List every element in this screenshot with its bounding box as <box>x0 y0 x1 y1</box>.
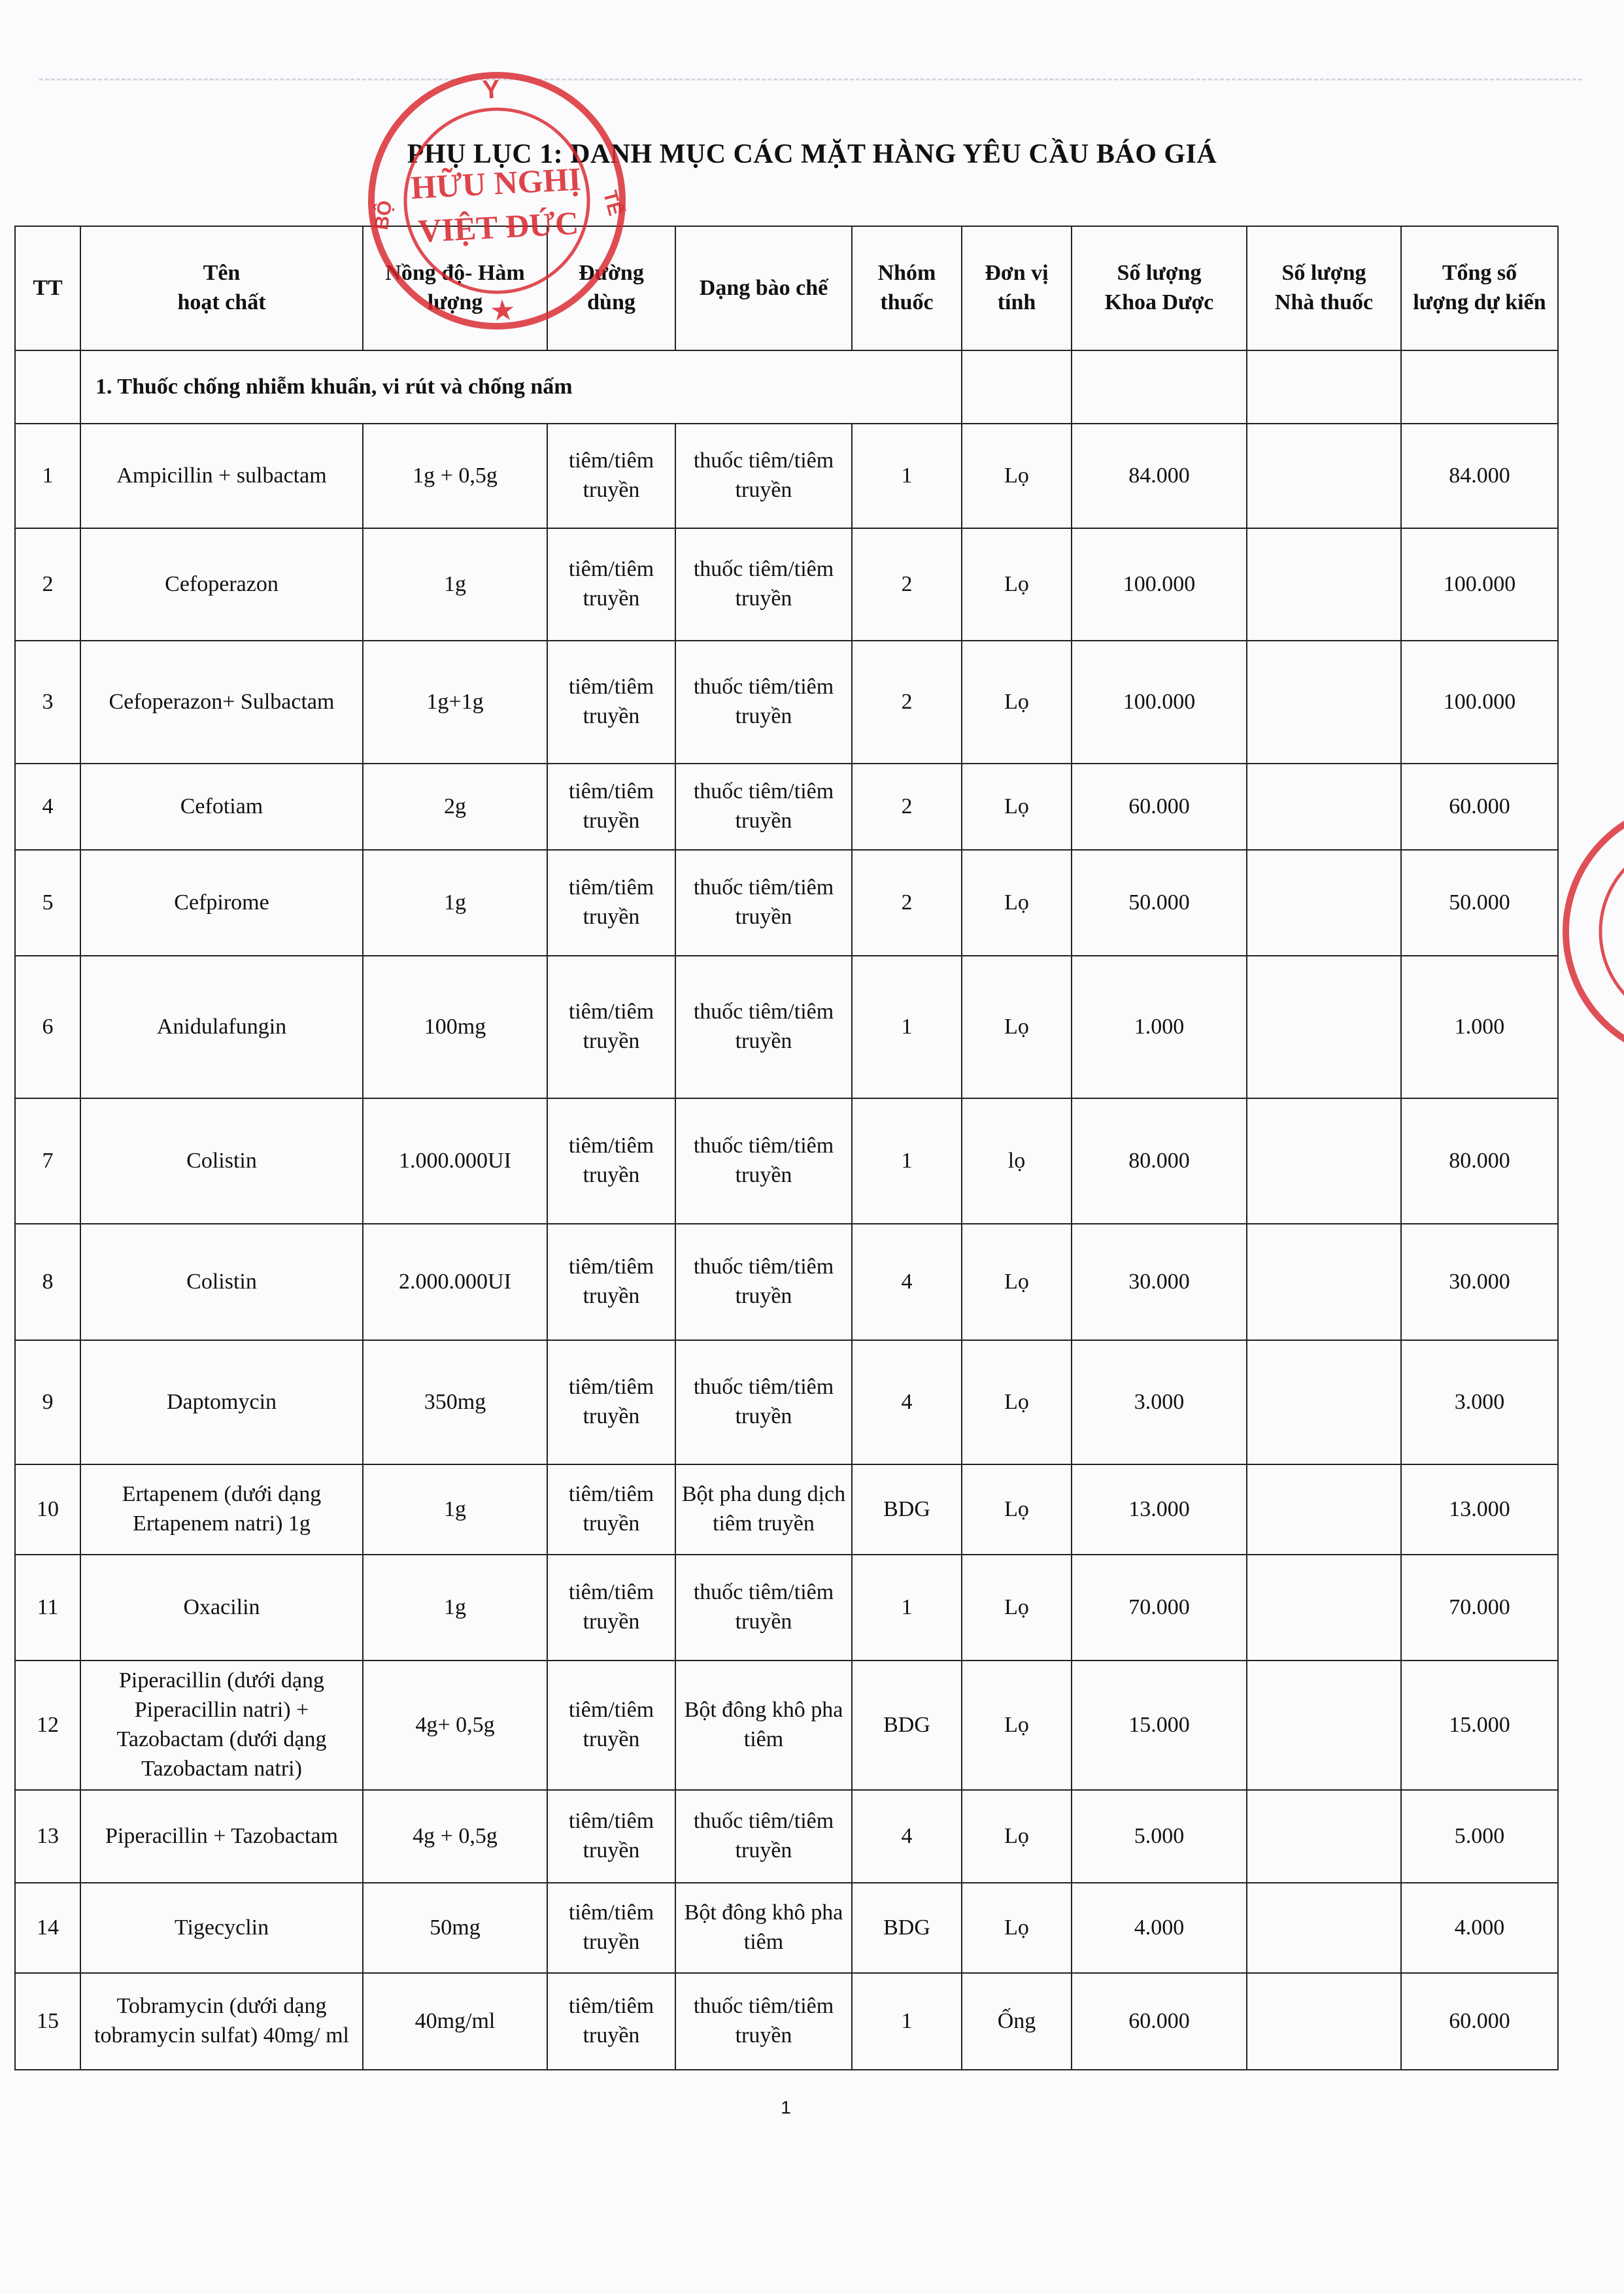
cell-tt: 1 <box>15 424 80 528</box>
cell-route: tiêm/tiêm truyền <box>547 528 675 641</box>
stamp-line2: VIỆT ĐỨC <box>416 204 580 250</box>
cell-tt: 4 <box>15 764 80 850</box>
cell-active-ingredient: Tobramycin (dưới dạng tobramycin sulfat) 40mg/ ml <box>80 1973 363 2070</box>
table-row <box>15 1340 1558 1464</box>
page-number: 1 <box>781 2097 791 2117</box>
cell-drug-group: 1 <box>852 1555 962 1661</box>
cell-tt: 9 <box>15 1340 80 1464</box>
cell-route: tiêm/tiêm truyền <box>547 1790 675 1883</box>
cell-tt: 7 <box>15 1098 80 1224</box>
cell-qty-pharmacy-dept: 1.000 <box>1072 956 1247 1098</box>
cell-qty-pharmacy-dept: 100.000 <box>1072 528 1247 641</box>
cell-dosage-form: thuốc tiêm/tiêm truyền <box>675 850 852 956</box>
cell-concentration: 50mg <box>363 1883 547 1973</box>
cell-drug-group: BDG <box>852 1464 962 1555</box>
cell-unit: Lọ <box>962 1555 1072 1661</box>
cell-concentration: 350mg <box>363 1340 547 1464</box>
header-route: Đường dùng <box>547 226 675 350</box>
table-row <box>15 1464 1558 1555</box>
cell-unit: Lọ <box>962 641 1072 764</box>
cell-total-qty: 100.000 <box>1401 528 1558 641</box>
cell-qty-drugstore <box>1247 528 1401 641</box>
cell-total-qty: 15.000 <box>1401 1661 1558 1790</box>
cell-qty-drugstore <box>1247 1464 1401 1555</box>
cell-active-ingredient: Cefoperazon+ Sulbactam <box>80 641 363 764</box>
cell-qty-drugstore <box>1247 641 1401 764</box>
cell-drug-group: 4 <box>852 1340 962 1464</box>
cell-route: tiêm/tiêm truyền <box>547 764 675 850</box>
section-cell <box>1072 350 1247 424</box>
cell-drug-group: 1 <box>852 1973 962 2070</box>
cell-drug-group: 1 <box>852 956 962 1098</box>
cell-qty-pharmacy-dept: 100.000 <box>1072 641 1247 764</box>
table-row <box>15 764 1558 850</box>
header-qty-pharmacy-dept: Số lượng Khoa Dược <box>1072 226 1247 350</box>
section-title: 1. Thuốc chống nhiễm khuẩn, vi rút và chống nấm <box>80 350 962 424</box>
table-row <box>15 1883 1558 1973</box>
cell-total-qty: 100.000 <box>1401 641 1558 764</box>
cell-unit: Lọ <box>962 1790 1072 1883</box>
cell-unit: Ống <box>962 1973 1072 2070</box>
cell-qty-pharmacy-dept: 30.000 <box>1072 1224 1247 1340</box>
header-drug-group: Nhóm thuốc <box>852 226 962 350</box>
cell-active-ingredient: Daptomycin <box>80 1340 363 1464</box>
cell-route: tiêm/tiêm truyền <box>547 1973 675 2070</box>
cell-qty-drugstore <box>1247 1555 1401 1661</box>
stamp-left-text: BỘ <box>370 199 397 231</box>
cell-unit: Lọ <box>962 850 1072 956</box>
cell-concentration: 1g <box>363 1555 547 1661</box>
cell-qty-drugstore <box>1247 1883 1401 1973</box>
cell-active-ingredient: Cefoperazon <box>80 528 363 641</box>
cell-qty-drugstore <box>1247 956 1401 1098</box>
cell-unit: Lọ <box>962 956 1072 1098</box>
cell-dosage-form: thuốc tiêm/tiêm truyền <box>675 956 852 1098</box>
cell-drug-group: 2 <box>852 641 962 764</box>
header-unit: Đơn vị tính <box>962 226 1072 350</box>
cell-qty-pharmacy-dept: 60.000 <box>1072 1973 1247 2070</box>
cell-tt: 6 <box>15 956 80 1098</box>
table-row <box>15 424 1558 528</box>
cell-route: tiêm/tiêm truyền <box>547 1661 675 1790</box>
cell-qty-drugstore <box>1247 1661 1401 1790</box>
cell-dosage-form: Bột đông khô pha tiêm <box>675 1883 852 1973</box>
cell-unit: Lọ <box>962 1224 1072 1340</box>
header-total-qty: Tổng số lượng dự kiến <box>1401 226 1558 350</box>
section-row <box>15 350 1558 424</box>
cell-route: tiêm/tiêm truyền <box>547 956 675 1098</box>
table-row <box>15 1973 1558 2070</box>
cell-drug-group: BDG <box>852 1883 962 1973</box>
cell-qty-pharmacy-dept: 70.000 <box>1072 1555 1247 1661</box>
cell-qty-pharmacy-dept: 15.000 <box>1072 1661 1247 1790</box>
cell-dosage-form: thuốc tiêm/tiêm truyền <box>675 1555 852 1661</box>
cell-tt: 3 <box>15 641 80 764</box>
header-row <box>15 226 1558 350</box>
table-row <box>15 850 1558 956</box>
cell-drug-group: BDG <box>852 1661 962 1790</box>
header-qty-drugstore: Số lượng Nhà thuốc <box>1247 226 1401 350</box>
cell-route: tiêm/tiêm truyền <box>547 850 675 956</box>
header-concentration: Nồng độ- Hàm lượng <box>363 226 547 350</box>
table-row <box>15 1098 1558 1224</box>
cell-qty-drugstore <box>1247 1098 1401 1224</box>
cell-tt: 13 <box>15 1790 80 1883</box>
cell-concentration: 1g <box>363 1464 547 1555</box>
cell-total-qty: 50.000 <box>1401 850 1558 956</box>
cell-total-qty: 1.000 <box>1401 956 1558 1098</box>
cell-tt: 10 <box>15 1464 80 1555</box>
cell-qty-pharmacy-dept: 50.000 <box>1072 850 1247 956</box>
cell-active-ingredient: Cefpirome <box>80 850 363 956</box>
cell-concentration: 100mg <box>363 956 547 1098</box>
quote-request-table <box>14 226 1559 2070</box>
cell-route: tiêm/tiêm truyền <box>547 1098 675 1224</box>
cell-total-qty: 4.000 <box>1401 1883 1558 1973</box>
cell-concentration: 40mg/ml <box>363 1973 547 2070</box>
cell-drug-group: 2 <box>852 528 962 641</box>
table-row <box>15 1661 1558 1790</box>
cell-dosage-form: thuốc tiêm/tiêm truyền <box>675 1098 852 1224</box>
cell-total-qty: 5.000 <box>1401 1790 1558 1883</box>
cell-route: tiêm/tiêm truyền <box>547 1555 675 1661</box>
cell-concentration: 1.000.000UI <box>363 1098 547 1224</box>
cell-total-qty: 30.000 <box>1401 1224 1558 1340</box>
section-cell <box>1401 350 1558 424</box>
cell-route: tiêm/tiêm truyền <box>547 1224 675 1340</box>
cell-dosage-form: Bột đông khô pha tiêm <box>675 1661 852 1790</box>
cell-unit: Lọ <box>962 1340 1072 1464</box>
cell-concentration: 2.000.000UI <box>363 1224 547 1340</box>
cell-tt: 8 <box>15 1224 80 1340</box>
table-row <box>15 956 1558 1098</box>
partial-seal-stamp <box>1556 794 1624 1069</box>
cell-dosage-form: thuốc tiêm/tiêm truyền <box>675 1790 852 1883</box>
cell-drug-group: 2 <box>852 850 962 956</box>
cell-qty-drugstore <box>1247 850 1401 956</box>
header-dosage-form: Dạng bào chế <box>675 226 852 350</box>
cell-drug-group: 4 <box>852 1224 962 1340</box>
cell-qty-drugstore <box>1247 1790 1401 1883</box>
cell-qty-drugstore <box>1247 764 1401 850</box>
scan-edge-line <box>39 78 1582 82</box>
cell-route: tiêm/tiêm truyền <box>547 1464 675 1555</box>
cell-drug-group: 1 <box>852 1098 962 1224</box>
cell-drug-group: 4 <box>852 1790 962 1883</box>
cell-total-qty: 3.000 <box>1401 1340 1558 1464</box>
cell-tt: 5 <box>15 850 80 956</box>
cell-unit: Lọ <box>962 1661 1072 1790</box>
cell-qty-pharmacy-dept: 13.000 <box>1072 1464 1247 1555</box>
cell-concentration: 4g + 0,5g <box>363 1790 547 1883</box>
cell-tt: 15 <box>15 1973 80 2070</box>
header-tt: TT <box>15 226 80 350</box>
cell-qty-drugstore <box>1247 1973 1401 2070</box>
cell-tt: 2 <box>15 528 80 641</box>
cell-unit: Lọ <box>962 764 1072 850</box>
cell-unit: lọ <box>962 1098 1072 1224</box>
cell-dosage-form: thuốc tiêm/tiêm truyền <box>675 424 852 528</box>
cell-qty-drugstore <box>1247 424 1401 528</box>
cell-qty-pharmacy-dept: 4.000 <box>1072 1883 1247 1973</box>
cell-total-qty: 13.000 <box>1401 1464 1558 1555</box>
cell-concentration: 1g+1g <box>363 641 547 764</box>
cell-route: tiêm/tiêm truyền <box>547 1883 675 1973</box>
star-icon: ★ <box>488 294 516 328</box>
cell-dosage-form: thuốc tiêm/tiêm truyền <box>675 528 852 641</box>
cell-qty-pharmacy-dept: 5.000 <box>1072 1790 1247 1883</box>
section-cell <box>962 350 1072 424</box>
cell-drug-group: 2 <box>852 764 962 850</box>
header-active-ingredient: Tên hoạt chất <box>80 226 363 350</box>
cell-active-ingredient: Piperacillin + Tazobactam <box>80 1790 363 1883</box>
table-row <box>15 641 1558 764</box>
cell-concentration: 1g + 0,5g <box>363 424 547 528</box>
cell-total-qty: 60.000 <box>1401 764 1558 850</box>
cell-unit: Lọ <box>962 1464 1072 1555</box>
cell-route: tiêm/tiêm truyền <box>547 424 675 528</box>
section-cell <box>1247 350 1401 424</box>
cell-concentration: 4g+ 0,5g <box>363 1661 547 1790</box>
cell-route: tiêm/tiêm truyền <box>547 641 675 764</box>
cell-qty-pharmacy-dept: 3.000 <box>1072 1340 1247 1464</box>
cell-active-ingredient: Oxacilin <box>80 1555 363 1661</box>
stamp-line1: HỮU NGHỊ <box>409 160 583 206</box>
cell-total-qty: 80.000 <box>1401 1098 1558 1224</box>
cell-unit: Lọ <box>962 528 1072 641</box>
cell-active-ingredient: Tigecyclin <box>80 1883 363 1973</box>
cell-drug-group: 1 <box>852 424 962 528</box>
table-row <box>15 1555 1558 1661</box>
table-row <box>15 1790 1558 1883</box>
cell-dosage-form: thuốc tiêm/tiêm truyền <box>675 1340 852 1464</box>
page-title: PHỤ LỤC 1: DANH MỤC CÁC MẶT HÀNG YÊU CẦU BÁO GIÁ <box>407 139 1217 169</box>
cell-dosage-form: thuốc tiêm/tiêm truyền <box>675 641 852 764</box>
cell-active-ingredient: Colistin <box>80 1224 363 1340</box>
cell-total-qty: 60.000 <box>1401 1973 1558 2070</box>
cell-active-ingredient: Ertapenem (dưới dạng Ertapenem natri) 1g <box>80 1464 363 1555</box>
cell-route: tiêm/tiêm truyền <box>547 1340 675 1464</box>
cell-active-ingredient: Ampicillin + sulbactam <box>80 424 363 528</box>
cell-dosage-form: Bột pha dung dịch tiêm truyền <box>675 1464 852 1555</box>
section-tt <box>15 350 80 424</box>
cell-tt: 12 <box>15 1661 80 1790</box>
cell-unit: Lọ <box>962 424 1072 528</box>
cell-concentration: 2g <box>363 764 547 850</box>
cell-dosage-form: thuốc tiêm/tiêm truyền <box>675 764 852 850</box>
stamp-top-text: Y <box>481 75 501 105</box>
cell-dosage-form: thuốc tiêm/tiêm truyền <box>675 1224 852 1340</box>
cell-unit: Lọ <box>962 1883 1072 1973</box>
cell-total-qty: 84.000 <box>1401 424 1558 528</box>
cell-active-ingredient: Piperacillin (dưới dạng Piperacillin natri) + Tazobactam (dưới dạng Tazobactam natri) <box>80 1661 363 1790</box>
cell-qty-drugstore <box>1247 1224 1401 1340</box>
cell-total-qty: 70.000 <box>1401 1555 1558 1661</box>
cell-concentration: 1g <box>363 850 547 956</box>
cell-qty-pharmacy-dept: 80.000 <box>1072 1098 1247 1224</box>
cell-qty-pharmacy-dept: 60.000 <box>1072 764 1247 850</box>
cell-active-ingredient: Cefotiam <box>80 764 363 850</box>
cell-active-ingredient: Colistin <box>80 1098 363 1224</box>
cell-qty-drugstore <box>1247 1340 1401 1464</box>
cell-active-ingredient: Anidulafungin <box>80 956 363 1098</box>
cell-tt: 11 <box>15 1555 80 1661</box>
cell-dosage-form: thuốc tiêm/tiêm truyền <box>675 1973 852 2070</box>
cell-tt: 14 <box>15 1883 80 1973</box>
cell-qty-pharmacy-dept: 84.000 <box>1072 424 1247 528</box>
table-row <box>15 1224 1558 1340</box>
cell-concentration: 1g <box>363 528 547 641</box>
stamp-right-text: TẾ <box>598 188 626 218</box>
table-row <box>15 528 1558 641</box>
